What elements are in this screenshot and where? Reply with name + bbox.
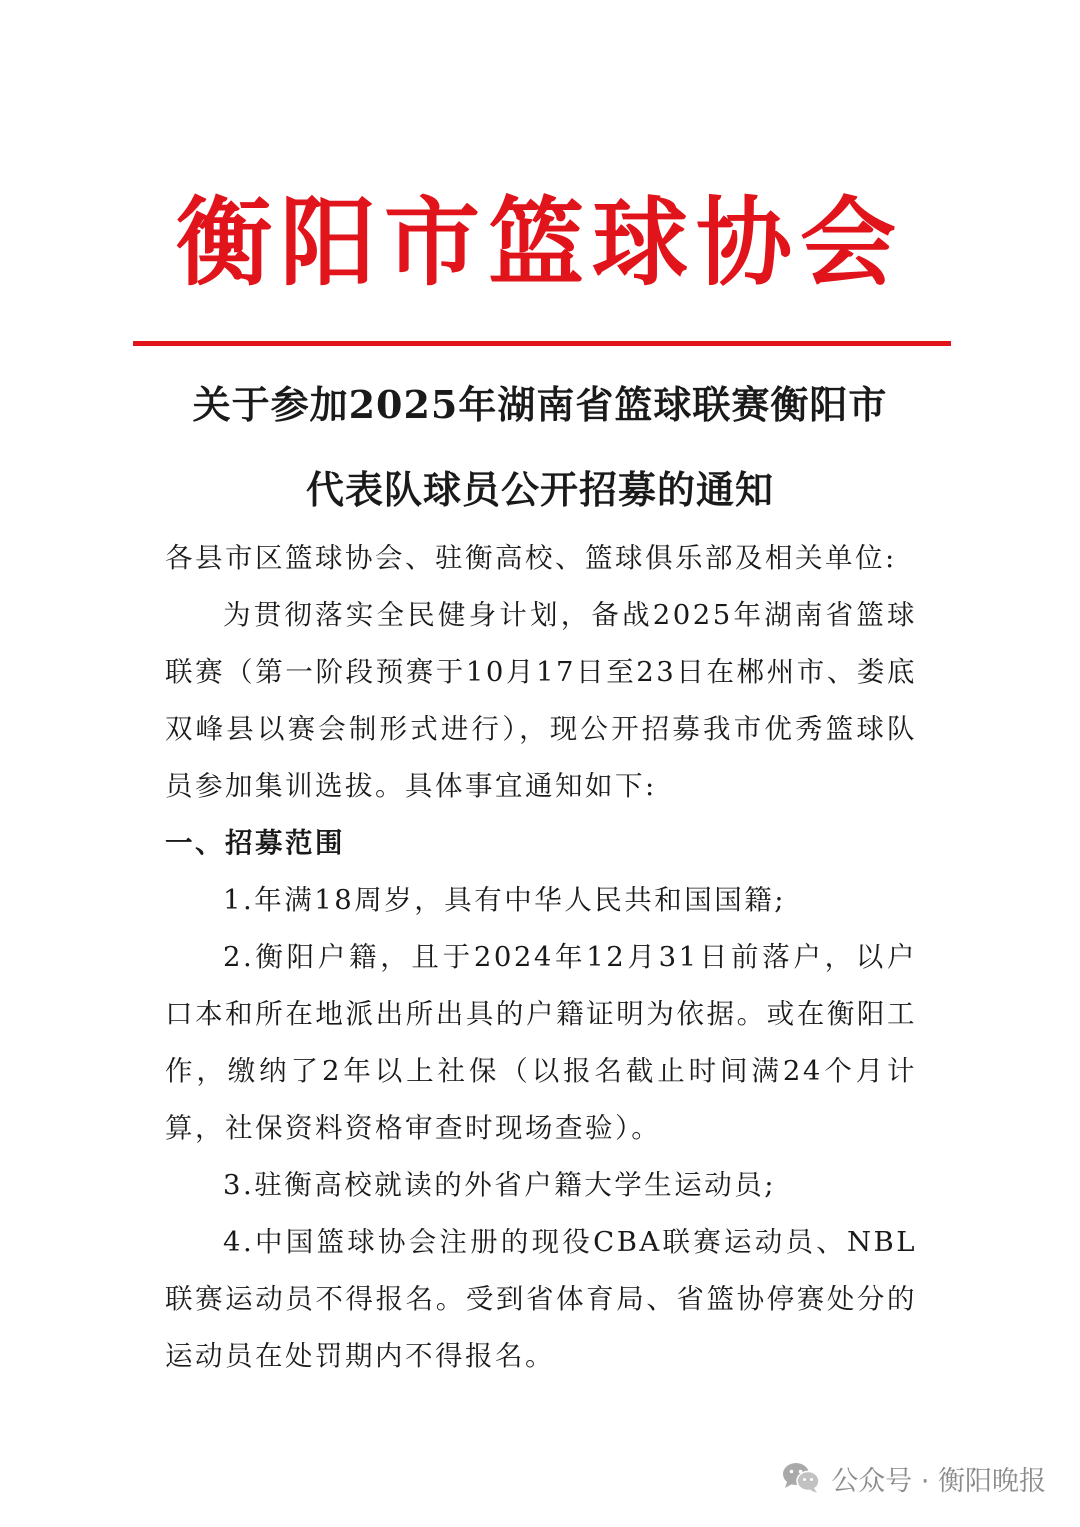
section-heading-recruitment-scope: 一、招募范围 — [165, 827, 345, 859]
watermark-text: 公众号 · 衡阳晚报 — [831, 1465, 1046, 1497]
header-divider — [133, 341, 951, 346]
salutation: 各县市区篮球协会、驻衡高校、篮球俱乐部及相关单位: — [165, 542, 897, 574]
list-item: 1.年满18周岁，具有中华人民共和国国籍; — [223, 884, 786, 916]
intro-paragraph: 为贯彻落实全民健身计划，备战2025年湖南省篮球联赛（第一阶段预赛于10月17日至23日在郴州市、娄底双峰县以赛会制形式进行），现公开招募我市优秀篮球队员参加集训选拔。具体事宜通知如下: — [165, 599, 917, 802]
organization-header: 衡阳市篮球协会 — [176, 186, 904, 299]
list-item: 4.中国篮球协会注册的现役CBA联赛运动员、NBL联赛运动员不得报名。受到省体育局、省篮协停赛处分的运动员在处罚期内不得报名。 — [165, 1226, 917, 1372]
watermark — [781, 1456, 1046, 1500]
list-item: 3.驻衡高校就读的外省户籍大学生运动员; — [223, 1169, 777, 1201]
list-item: 2.衡阳户籍，且于2024年12月31日前落户，以户口本和所在地派出所出具的户籍证明为依据。或在衡阳工作，缴纳了2年以上社保（以报名截止时间满24个月计算，社保资料资格审查时现场查验）。 — [165, 941, 917, 1144]
document-title-line-2: 代表队球员公开招募的通知 — [305, 467, 774, 512]
document-title-line-1: 关于参加2025年湖南省篮球联赛衡阳市 — [192, 382, 888, 427]
wechat-icon — [781, 1461, 821, 1495]
